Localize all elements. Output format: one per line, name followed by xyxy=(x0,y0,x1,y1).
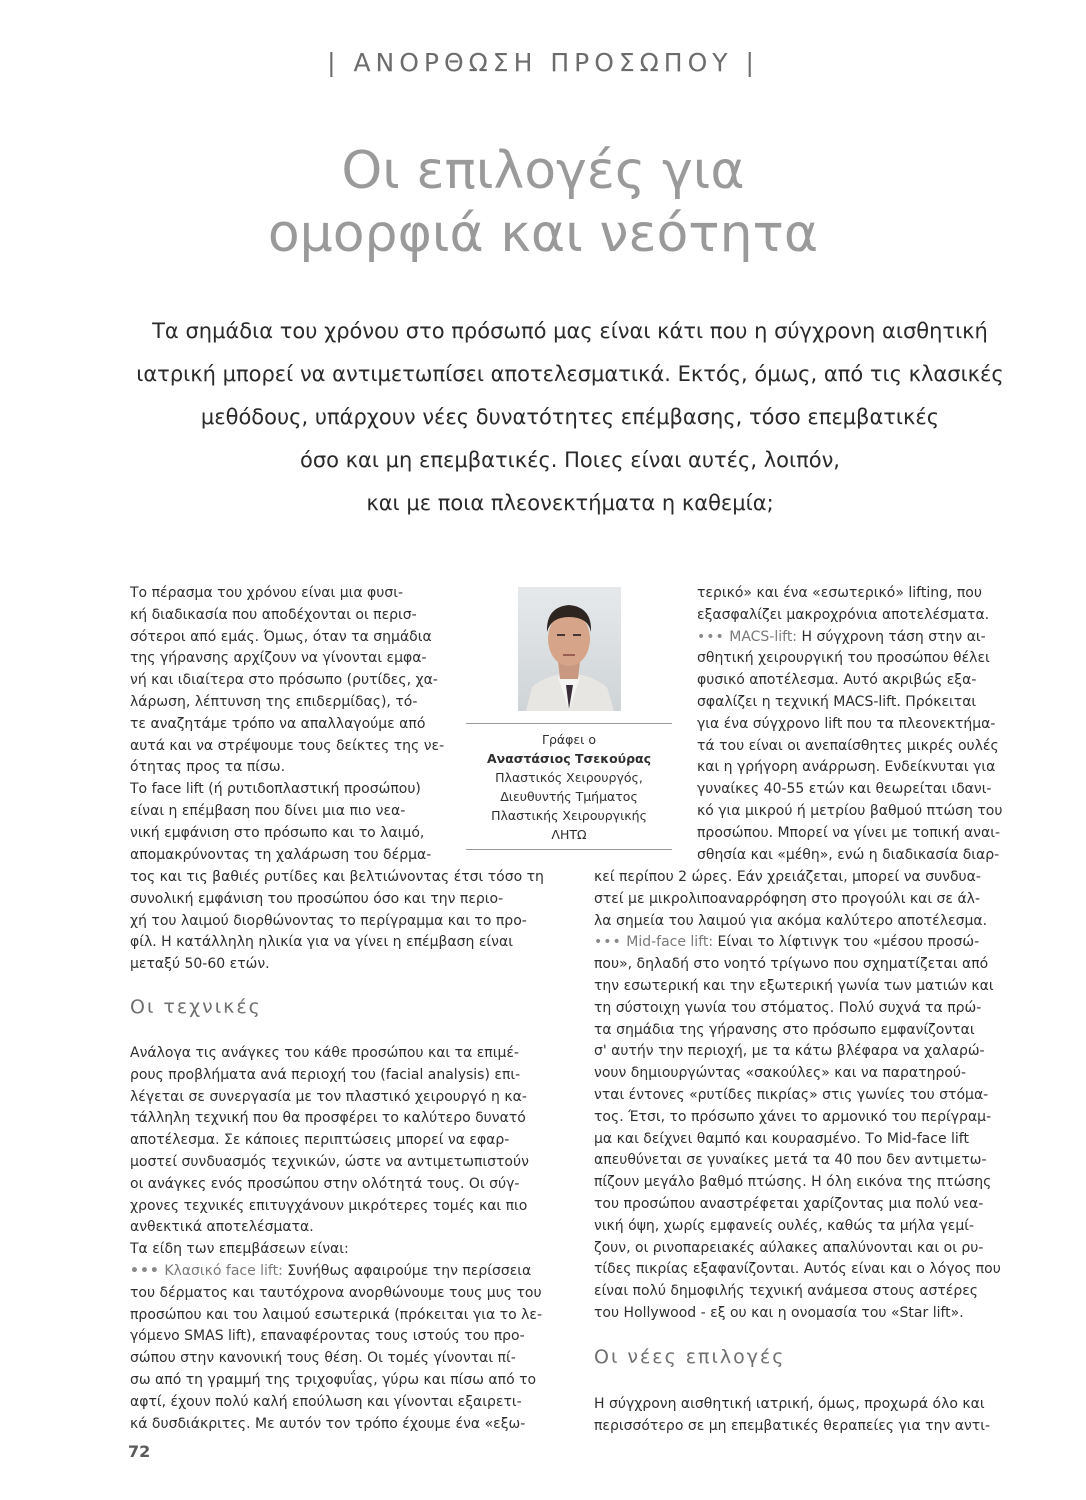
right-column-new xyxy=(594,1394,1014,1438)
text-line: χρονες τεχνικές επιτυγχάνουν μικρότερες τομές και πιο xyxy=(130,1197,528,1214)
text-line: σώπου στην κανονική τους θέση. Οι τομές γίνονται πί- xyxy=(130,1350,516,1367)
lead-line: όσο και μη επεμβατικές. Ποιες είναι αυτές, λοιπόν, xyxy=(300,448,840,472)
text-line: ανθεκτικά αποτελέσματα. xyxy=(130,1219,314,1236)
classic-label: Κλασικό face lift: xyxy=(164,1262,283,1279)
text-line: ρους προβλήματα ανά περιοχή του (facial analysis) επι- xyxy=(130,1066,521,1083)
text-line: Το πέρασμα του χρόνου είναι μια φυσι- xyxy=(130,585,404,601)
article-title xyxy=(0,140,1086,266)
text-line: φυσικό αποτέλεσμα. Αυτό ακριβώς εξα- xyxy=(697,672,977,689)
left-column-intro xyxy=(130,583,450,866)
portrait-photo xyxy=(518,587,621,711)
author-photo xyxy=(518,587,621,711)
text-line: νική όψη, χωρίς εμφανείς ουλές, καθώς τα μήλα γεμί- xyxy=(594,1217,975,1234)
text-line: του δέρματος και ταυτόχρονα ανορθώνουμε τους μυς του xyxy=(130,1284,542,1301)
lead-paragraph xyxy=(90,310,1050,525)
lead-line: και με ποια πλεονεκτήματα η καθεμία; xyxy=(366,491,774,515)
text-line: τίδες πικρίας εξαφανίζονται. Αυτός είναι και ο λόγος που xyxy=(594,1261,1001,1278)
midface-label: Mid-face lift: xyxy=(626,934,714,951)
text-line: του προσώπου αναστρέφεται χαρίζοντας μια πολύ νεα- xyxy=(594,1195,984,1212)
lead-line: ιατρική μπορεί να αντιμετωπίσει αποτελεσματικά. Εκτός, όμως, από τις κλασικές xyxy=(136,362,1004,386)
text-line: σω από τη γραμμή της τριχοφυΐας, γύρω και πίσω από το xyxy=(130,1371,537,1388)
text-line: είναι πολύ δημοφιλής τεχνική ανάμεσα στους αστέρες xyxy=(594,1283,979,1300)
text-line: σθητική χειρουργική του προσώπου θέλει xyxy=(697,650,990,667)
text-line: μεταξύ 50-60 ετών. xyxy=(130,956,270,973)
text-line: σ' αυτήν την περιοχή, με τα κάτω βλέφαρα να χαλαρώ- xyxy=(594,1043,985,1060)
section-label: | ΑΝΟΡΘΩΣΗ ΠΡΟΣΩΠΟΥ | xyxy=(327,48,759,77)
text-line: για ένα σύγχρονο lift που τα πλεονεκτήμα- xyxy=(697,715,996,732)
text-line: λέγεται σε συνεργασία με τον πλαστικό χειρουργό η κα- xyxy=(130,1088,527,1105)
lead-line: Τα σημάδια του χρόνου στο πρόσωπό μας είναι κάτι που η σύγχρονη αισθητική xyxy=(152,319,988,343)
text-line: γυναίκες 40-55 ετών και θεωρείται ιδανι- xyxy=(697,781,992,798)
title-line-1: Οι επιλογές για xyxy=(341,141,745,201)
text-line: τάλληλη τεχνική που θα προσφέρει το καλύτερο δυνατό xyxy=(130,1110,526,1127)
text-line: αποτέλεσμα. Σε κάποιες περιπτώσεις μπορεί να εφαρ- xyxy=(130,1132,510,1149)
text-line: προσώπου και του λαιμού εσωτερικά (πρόκειται για το λε- xyxy=(130,1306,543,1323)
text-line: νται έντονες «ρυτίδες πικρίας» στις γωνίες του στόμα- xyxy=(594,1086,989,1103)
author-role: ΛΗΤΩ xyxy=(551,827,587,842)
text-line: Η σύγχρονη αισθητική ιατρική, όμως, προχωρά όλο και xyxy=(594,1396,985,1412)
macs-label: MACS-lift: xyxy=(729,628,798,645)
text-line: μοστεί συνδυασμός τεχνικών, ώστε να αντιμετωπιστούν xyxy=(130,1153,529,1170)
text-line: είναι η επέμβαση που δίνει μια πιο νεα- xyxy=(130,802,406,819)
text-line: σφαλίζει η τεχνική MACS-lift. Πρόκειται xyxy=(697,693,977,710)
text-line: που», δηλαδή στο νοητό τρίγωνο που σχηματίζεται από xyxy=(594,956,989,973)
text-line: τε αναζητάμε τρόπο να απαλλαγούμε από xyxy=(130,715,426,732)
text-line: οι ανάγκες ενός προσώπου στην ολότητά τους. Οι σύγ- xyxy=(130,1175,520,1192)
text-line: τος. Έτσι, το πρόσωπο χάνει το αρμονικό του περίγραμ- xyxy=(594,1108,992,1125)
text-line: ζουν, οι ρινοπαρειακές αύλακες απαλύνονται και οι ρυ- xyxy=(594,1239,984,1256)
author-name: Αναστάσιος Τσεκούρας xyxy=(486,751,652,766)
text-line: νουν δημιουργώντας «σακούλες» και να παρατηρού- xyxy=(594,1065,967,1082)
text-line: της γήρανσης αρχίζουν να γίνονται εμφα- xyxy=(130,650,427,667)
bullet-dots: ••• xyxy=(697,628,725,645)
text-line: περισσότερο σε μη επεμβατικές θεραπείες για την αντι- xyxy=(594,1417,990,1434)
text-line: νή και ιδιαίτερα στο πρόσωπο (ρυτίδες, χα- xyxy=(130,672,438,689)
left-column-techniques xyxy=(130,1043,548,1435)
text-line: εξασφαλίζει μακροχρόνια αποτελέσματα. xyxy=(697,606,990,623)
text-line: την εσωτερική και την εξωτερική γωνία των ματιών και xyxy=(594,977,994,994)
text-line: κό για μικρού ή μετρίου βαθμού πτώση του xyxy=(697,802,1003,819)
bullet-dots: ••• xyxy=(130,1262,160,1279)
text-line: κά δυσδιάκριτες. Με αυτόν τον τρόπο έχουμε ένα «εξω- xyxy=(130,1415,526,1432)
text-line: στεί με μικρολιποαναρρόφηση στο προγούλι και σε άλ- xyxy=(594,890,981,907)
text-line: Το face lift (ή ρυτιδοπλαστική προσώπου) xyxy=(130,781,421,798)
text-line: τος και τις βαθιές ρυτίδες και βελτιώνοντας έτσι τόσο τη xyxy=(130,869,544,885)
text-line: σότεροι από εμάς. Όμως, όταν τα σημάδια xyxy=(130,628,432,645)
text-line xyxy=(130,1261,548,1283)
text-line: αυτά και να στρέψουμε τους δείκτες της νε- xyxy=(130,737,445,754)
text-line: του Hollywood - εξ ου και η ονομασία του «Star lift». xyxy=(594,1304,964,1321)
author-role: Πλαστικός Χειρουργός, xyxy=(495,770,643,785)
written-by: Γράφει ο xyxy=(542,732,596,747)
text-line: λα σημεία του λαιμού για ακόμα καλύτερο αποτέλεσμα. xyxy=(594,912,988,929)
caption-rule-top xyxy=(466,723,672,724)
text-line: μα και δείχνει θαμπό και κουρασμένο. Το Mid-face lift xyxy=(594,1130,969,1147)
text-line: σθησία και «μέθη», ενώ η διαδικασία διαρ- xyxy=(697,846,1000,863)
caption-rule-bottom xyxy=(466,849,672,850)
text-line: προσώπου. Μπορεί να γίνει με τοπική αναι- xyxy=(697,824,1001,841)
text-line: ότητας προς τα πίσω. xyxy=(130,759,286,776)
text-line: νική εμφάνιση στο πρόσωπο και το λαιμό, xyxy=(130,824,425,841)
text-line: και η γρήγορη ανάρρωση. Ενδείκνυται για xyxy=(697,759,996,776)
text-line: Τα είδη των επεμβάσεων είναι: xyxy=(130,1241,349,1258)
right-column-midface xyxy=(594,867,1014,1325)
text-fragment: Η σύγχρονη τάση στην αι- xyxy=(797,628,986,645)
text-fragment: Συνήθως αφαιρούμε την περίσσεια xyxy=(282,1262,532,1279)
text-line: Ανάλογα τις ανάγκες του κάθε προσώπου και τα επιμέ- xyxy=(130,1045,519,1061)
text-line: τη σύστοιχη γωνία του στόματος. Πολύ συχνά τα πρώ- xyxy=(594,999,982,1016)
text-line: τερικό» και ένα «εσωτερικό» lifting, που xyxy=(697,585,982,601)
bullet-dots: ••• xyxy=(594,934,622,951)
author-caption xyxy=(466,730,672,844)
page-number: 72 xyxy=(128,1442,151,1461)
text-line: απομακρύνοντας τη χαλάρωση του δέρμα- xyxy=(130,846,432,863)
right-column-macs xyxy=(697,583,1015,866)
text-line: τα σημάδια της γήρανσης στο πρόσωπο εμφανίζονται xyxy=(594,1021,975,1038)
title-line-2: ομορφιά και νεότητα xyxy=(267,204,819,264)
author-role: Διευθυντής Τμήματος xyxy=(500,789,638,804)
text-line: αφτί, έχουν πολύ καλή επούλωση και γίνονται εξαιρετι- xyxy=(130,1393,522,1410)
author-role: Πλαστικής Χειρουργικής xyxy=(491,808,647,823)
text-line: χή του λαιμού διορθώνοντας το περίγραμμα και το προ- xyxy=(130,912,527,929)
text-line: λάρωση, λέπτυνση της επιδερμίδας), τό- xyxy=(130,693,418,710)
subhead-techniques: Οι τεχνικές xyxy=(130,996,262,1018)
subhead-new-options: Οι νέες επιλογές xyxy=(594,1346,786,1368)
text-line: κεί περίπου 2 ώρες. Εάν χρειάζεται, μπορεί να συνδυα- xyxy=(594,869,981,885)
text-line: συνολική εμφάνιση του προσώπου όσο και την περιο- xyxy=(130,890,504,907)
left-column-intro-cont xyxy=(130,867,548,976)
text-line: φίλ. Η κατάλληλη ηλικία για να γίνει η επέμβαση είναι xyxy=(130,934,513,951)
text-line xyxy=(594,932,1014,954)
text-line xyxy=(697,627,1015,649)
text-line: πίζουν μεγάλο βαθμό πτώσης. Η όλη εικόνα της πτώσης xyxy=(594,1174,992,1191)
text-line: κή διαδικασία που αποδέχονται οι περισ- xyxy=(130,606,417,623)
lead-line: μεθόδους, υπάρχουν νέες δυνατότητες επέμβασης, τόσο επεμβατικές xyxy=(200,405,940,429)
text-line: απευθύνεται σε γυναίκες μετά τα 40 που δεν αντιμετω- xyxy=(594,1152,987,1169)
text-line: τά του είναι οι ανεπαίσθητες μικρές ουλές xyxy=(697,737,999,754)
text-fragment: Είναι το λίφτινγκ του «μέσου προσώ- xyxy=(713,934,980,951)
text-line: γόμενο SMAS lift), επαναφέροντας τους ιστούς του προ- xyxy=(130,1328,525,1345)
